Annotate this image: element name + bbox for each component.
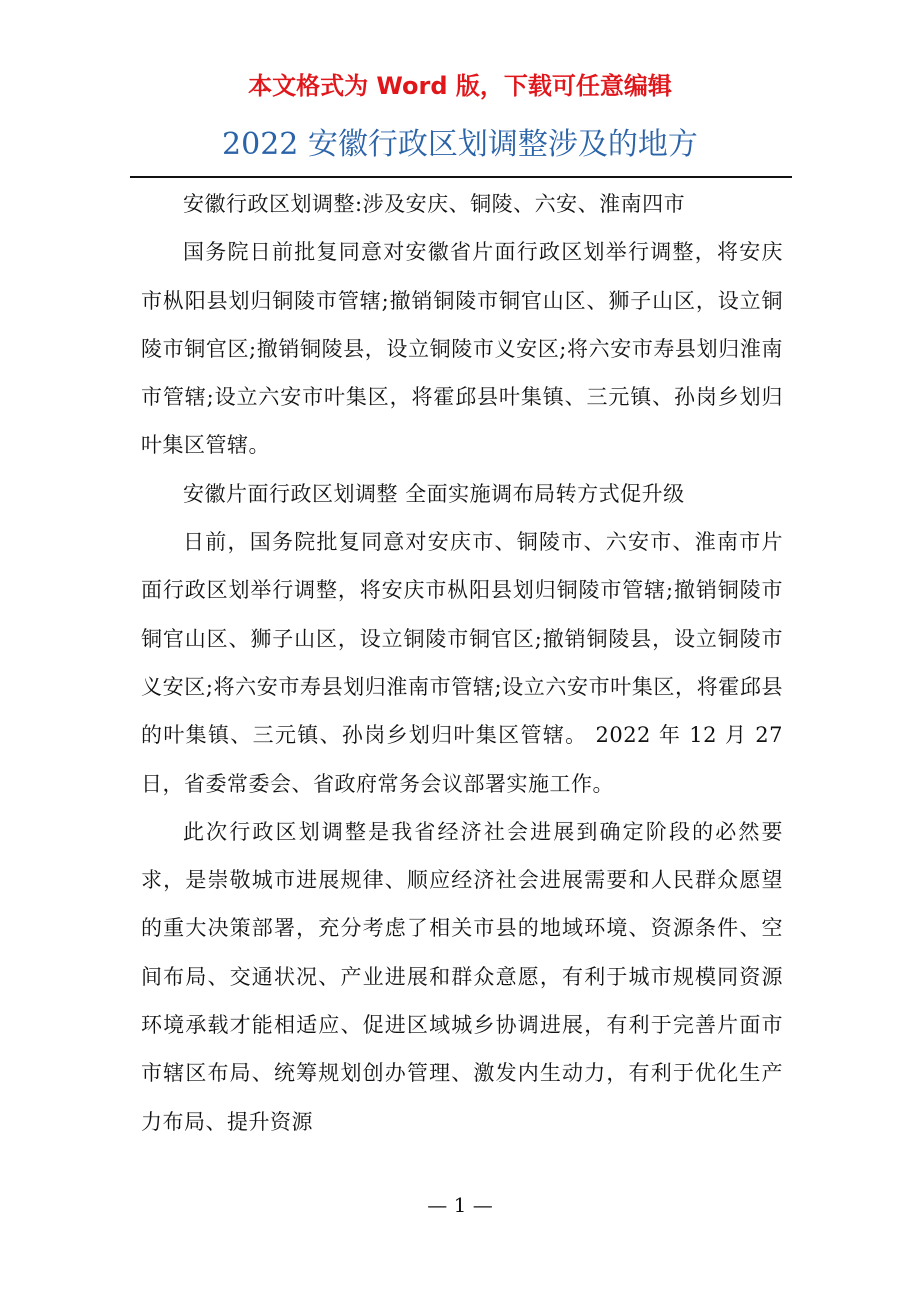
format-notice: 本文格式为 Word 版，下载可任意编辑	[248, 72, 672, 100]
paragraph-1: 安徽行政区划调整:涉及安庆、铜陵、六安、淮南四市	[183, 192, 686, 216]
paragraph-3: 安徽片面行政区划调整 全面实施调布局转方式促升级	[183, 481, 685, 506]
document-title: 2022 安徽行政区划调整涉及的地方	[222, 127, 698, 162]
paragraph-5: 此次行政区划调整是我省经济社会进展到确定阶段的必然要求，是崇敬城市进展规律、顺应经济社会进展需要和人民群众愿望的重大决策部署，充分考虑了相关市县的地域环境、资源条件、空间布局、交通状况、产业进展和群众意愿，有利于城市规模同资源环境承载才能相适应、促进区域城乡协调进展，有利于完善片面市市辖区布局、统筹规划创办管理、激发内生动力，有利于优化生产力布局、提升资源	[141, 819, 783, 1134]
document-body	[141, 180, 783, 1146]
page-number: — 1 —	[427, 1193, 493, 1217]
title-divider	[130, 176, 792, 178]
paragraph-2: 国务院日前批复同意对安徽省片面行政区划举行调整，将安庆市枞阳县划归铜陵市管辖;撤销铜陵市铜官山区、狮子山区，设立铜陵市铜官区;撤销铜陵县，设立铜陵市义安区;将六安市寿县划归淮南市管辖;设立六安市叶集区，将霍邱县叶集镇、三元镇、孙岗乡划归叶集区管辖。	[141, 240, 783, 458]
paragraph-4: 日前，国务院批复同意对安庆市、铜陵市、六安市、淮南市片面行政区划举行调整，将安庆市枞阳县划归铜陵市管辖;撤销铜陵市铜官山区、狮子山区，设立铜陵市铜官区;撤销铜陵县，设立铜陵市义安区;将六安市寿县划归淮南市管辖;设立六安市叶集区，将霍邱县的叶集镇、三元镇、孙岗乡划归叶集区管辖。 2022 年 12 月 27 日，省委常委会、省政府常务会议部署实施工作。	[141, 530, 783, 796]
